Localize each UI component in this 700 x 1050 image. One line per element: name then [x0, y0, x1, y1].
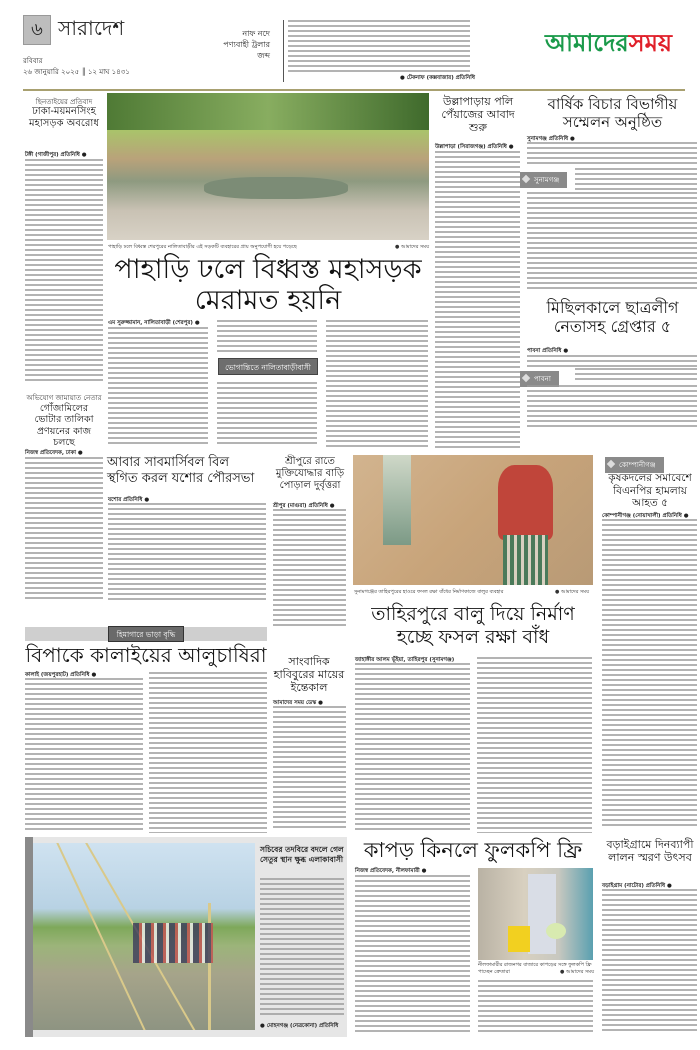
- brief-headline: নাফ নদে পণ্যবাহী ট্রলার জব্দ: [223, 29, 270, 61]
- article-body: [602, 519, 697, 829]
- kicker: অভিযোগ জামায়াত নেতার: [26, 394, 102, 402]
- byline: কোম্পানীগঞ্জ (নোয়াখালী) প্রতিনিধি ●: [602, 513, 689, 519]
- headline: গোঁজামিলের ভোটার তালিকা প্রণয়নের কাজ চলছে: [34, 403, 94, 449]
- article-body: [273, 706, 346, 831]
- photo-cauliflower-shop: [478, 868, 593, 960]
- article-body: [149, 672, 267, 833]
- location-tag: কোম্পানীগঞ্জ: [605, 457, 664, 473]
- article-body: [25, 457, 103, 602]
- article-body: [477, 657, 592, 833]
- byline: বড়াইগ্রাম (নাটোর) প্রতিনিধি ●: [602, 883, 672, 889]
- article-body: [108, 327, 208, 447]
- article-body: [527, 192, 697, 289]
- article-body: [25, 678, 143, 833]
- headline: উল্লাপাড়ায় পলি পেঁয়াজের আবাদ শুরু: [441, 95, 515, 135]
- article-body: [575, 168, 697, 190]
- article-body: [355, 875, 470, 1035]
- location-tag: পাবনা: [520, 371, 559, 387]
- photo-credit: ● আমাদের সময়: [555, 589, 590, 595]
- section-title: সারাদেশ: [58, 16, 125, 40]
- article-body: [478, 980, 593, 1035]
- photo-bamboo-bridge: [33, 843, 255, 1030]
- divider: [283, 20, 284, 82]
- byline: জাহাঙ্গীর আলম ভূঁইয়া, তাহিরপুর (সুনামগঞ্জ): [355, 657, 455, 663]
- article-body: [25, 159, 103, 381]
- byline: যশোর প্রতিনিধি ●: [108, 497, 150, 503]
- headline: কাপড় কিনলে ফুলকপি ফ্রি: [363, 838, 583, 862]
- byline: উল্লাপাড়া (সিরাজগঞ্জ) প্রতিনিধি ●: [435, 144, 514, 150]
- article-body: [108, 503, 266, 603]
- headline: বড়াইগ্রামে দিনব্যাপী লালন স্মরণ উৎসব: [606, 838, 694, 865]
- photo-credit: ● আমাদের সময়: [395, 244, 430, 250]
- article-body: [527, 142, 697, 167]
- article-body: [273, 509, 346, 629]
- article-body: [575, 368, 697, 382]
- headline: কৃষকদলের সমাবেশে বিএনপির হামলায় আহত ৫: [608, 472, 692, 510]
- headline: সাংবাদিক হাবিবুরের মায়ের ইন্তেকাল: [273, 655, 345, 695]
- headline: সচিবের তদবিরে বদলে গেল সেতুর স্থান ক্ষুব্ধ এলাকাবাসী: [260, 845, 344, 865]
- headline: মিছিলকালে ছাত্রলীগ নেতাসহ গ্রেপ্তার ৫: [546, 298, 679, 337]
- headline: আবার সাবমার্সিবল বিল স্থগিত করল যশোর পৌরসভা: [107, 455, 255, 486]
- byline: পাবনা প্রতিনিধি ●: [527, 348, 569, 354]
- byline: এম সুরুজ্জামান, নালিতাবাড়ী (শেরপুর) ●: [108, 320, 200, 326]
- byline: আমাদের সময় ডেস্ক ●: [273, 700, 323, 706]
- brief-byline: ● টেকনাফ (কক্সবাজার) প্রতিনিধি: [400, 75, 475, 81]
- photo-caption: সুনামগঞ্জের তাহিরপুরের হাওরে ফসল রক্ষা বাঁধের নির্মাণকাজে বালুর ব্যবহার: [354, 589, 504, 595]
- photo-caption: নীলফামারীর রাজনগর বাজারে কাপড়ের সঙ্গে ফুলকপি ফ্রি পাচ্ছেন ক্রেতারা: [478, 962, 592, 975]
- lead-photo-damaged-road: [107, 93, 429, 240]
- page-number-box: ৬: [23, 15, 51, 45]
- article-body: [527, 355, 697, 367]
- subhead-box: ভোগান্তিতে নালিতাবাড়ীবাসী: [218, 358, 318, 375]
- location-tag: সুনামগঞ্জ: [520, 172, 567, 188]
- article-body: [602, 889, 697, 1034]
- logo: আমাদেরসময়: [545, 28, 673, 57]
- headline: তাহিরপুরে বালু দিয়ে নির্মাণ হচ্ছে ফসল রক্ষা বাঁধ: [371, 603, 575, 648]
- kicker: হিমাগারে ভাড়া বৃদ্ধি: [108, 626, 184, 642]
- photo-embankment-worker: [353, 455, 593, 585]
- photo-caption: পাহাড়ি ঢলে বিধ্বস্ত শেরপুরের নালিতাবাড়ীর এই সড়কটি ব্যবহারের প্রায় অনুপযোগী হয়ে পড়েছে: [108, 244, 297, 250]
- headline: ঢাকা-ময়মনসিংহ মহাসড়ক অবরোধ: [29, 106, 99, 129]
- day: রবিবার: [23, 57, 43, 65]
- article-body: [527, 385, 697, 427]
- byline: শ্রীপুর (মাগুরা) প্রতিনিধি ●: [273, 503, 335, 509]
- brief-body: [288, 20, 470, 75]
- byline: নিজস্ব প্রতিবেদক, নীলফামারী ●: [355, 868, 427, 874]
- lead-headline: পাহাড়ি ঢলে বিধ্বস্ত মহাসড়ক মেরামত হয়নি: [114, 254, 422, 317]
- byline: নিজস্ব প্রতিবেদক, ঢাকা ●: [25, 450, 83, 456]
- date: ২৬ জানুয়ারি ২০২৫ ║ ১২ মাঘ ১৪৩১: [23, 68, 130, 76]
- article-body: [435, 151, 520, 448]
- masthead-rule: [23, 89, 685, 91]
- kicker: ছিনতাইয়ের প্রতিবাদ: [35, 98, 93, 106]
- article-body: [260, 878, 344, 1018]
- headline: বার্ষিক বিচার বিভাগীয় সম্মেলন অনুষ্ঠিত: [547, 95, 678, 131]
- byline: ● মোহনগঞ্জ (নেত্রকোনা) প্রতিনিধি: [260, 1023, 339, 1029]
- headline: বিপাকে কালাইয়ের আলুচাষিরা: [25, 643, 267, 667]
- article-body: [326, 320, 428, 447]
- article-body: [217, 320, 317, 354]
- byline: সুনামগঞ্জ প্রতিনিধি ●: [527, 136, 575, 142]
- byline: টঙ্গী (গাজীপুর) প্রতিনিধি ●: [25, 152, 87, 158]
- photo-credit: ● আমাদের সময়: [560, 969, 595, 975]
- article-body: [217, 382, 317, 447]
- headline: শ্রীপুরে রাতে মুক্তিযোদ্ধার বাড়ি পোড়াল দুর্বৃত্তরা: [275, 456, 345, 491]
- article-body: [355, 663, 470, 833]
- byline: কালাই (জয়পুরহাট) প্রতিনিধি ●: [25, 672, 97, 678]
